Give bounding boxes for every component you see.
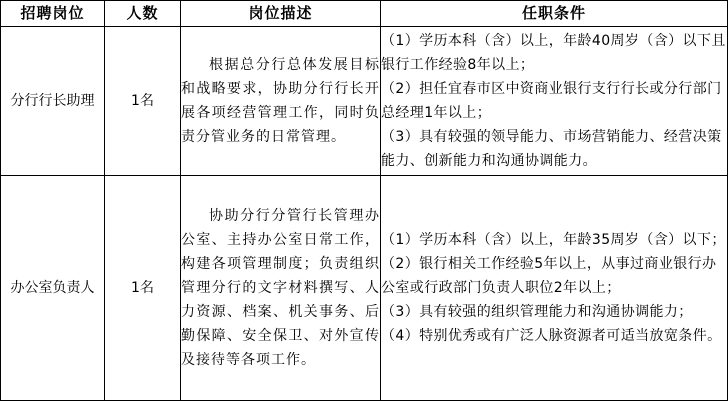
position-cell: 分行行长助理: [1, 27, 105, 176]
description-text: 协助分行分管行长管理办公室、主持办公室日常工作，构建各项管理制度；负责组织管理分行的文字材料撰写、人力资源、档案、机关事务、后勤保障、安全保卫、对外宣传及接待等各项工作。: [181, 208, 380, 368]
requirement-item: （4）特别优秀或有广泛人脉资源者可适当放宽条件。: [381, 328, 722, 344]
header-requirements: 任职条件: [381, 1, 728, 27]
table-row: [1, 27, 728, 176]
header-description: 岗位描述: [181, 1, 381, 27]
count-cell: 1名: [105, 176, 181, 401]
requirement-item: （2）担任宜春市区中资商业银行支行行长或分行部门总经理1年以上；: [381, 81, 722, 121]
position-cell: 办公室负责人: [1, 176, 105, 401]
description-cell: [181, 27, 381, 176]
description-text: 根据总分行总体发展目标和战略要求，协助分行行长开展各项经营管理工作，同时负责分管业务的日常管理。: [181, 57, 380, 145]
requirement-item: （1）学历本科（含）以上，年龄40周岁（含）以下且银行工作经验8年以上；: [381, 33, 726, 73]
description-cell: [181, 176, 381, 401]
table-row: [1, 176, 728, 401]
requirement-item: （2）银行相关工作经验5年以上，从事过商业银行办公室或行政部门负责人职位2年以上；: [381, 256, 717, 296]
count-cell: 1名: [105, 27, 181, 176]
header-count: 人数: [105, 1, 181, 27]
requirement-item: （1）学历本科（含）以上，年龄35周岁（含）以下；: [381, 232, 726, 248]
header-position: 招聘岗位: [1, 1, 105, 27]
requirement-item: （3）具有较强的领导能力、市场营销能力、经营决策能力、创新能力和沟通协调能力。: [381, 129, 722, 169]
requirements-cell: [381, 176, 728, 401]
requirements-cell: [381, 27, 728, 176]
header-row: [1, 1, 728, 27]
requirement-item: （3）具有较强的组织管理能力和沟通协调能力；: [381, 304, 693, 320]
